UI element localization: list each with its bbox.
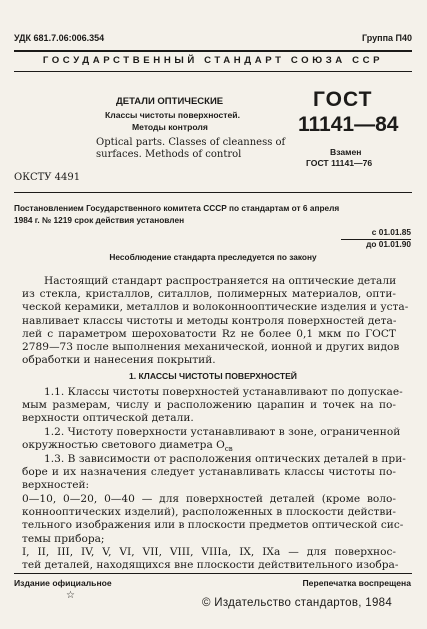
paragraph-text: окружностью светового диаметра О — [22, 439, 225, 452]
paragraph-1-1 — [22, 386, 403, 426]
gost-number: 11141—84 — [298, 113, 399, 136]
intro-line: навливает классы чистоты и методы контроля поверхностей дета- — [22, 314, 397, 327]
decree-line2: 1984 г. № 1219 срок действия установлен — [14, 215, 185, 225]
paragraph-line: 1.3. В зависимости от расположения оптических деталей в при- — [44, 453, 406, 465]
paragraph-line: тей деталей, находящихся вне плоскости действительного изобра- — [22, 559, 399, 572]
footer-rule — [14, 573, 412, 574]
header-rule-bottom — [14, 71, 412, 72]
header-rule-top — [14, 50, 412, 52]
paragraph-line: мым размерам, числу и расположению царапин и точек на по- — [22, 399, 396, 412]
paragraph-line: тельного изображения или в плоскости предметов оптической сис- — [22, 519, 404, 532]
reprint-prohibited-label: Перепечатка воспрещена — [302, 578, 411, 588]
paragraph-line: I, II, III, IV, V, VI, VII, VIII, VIIIa, IX, IXa — для поверхнос- — [22, 546, 396, 558]
paragraph-line: темы прибора; — [22, 532, 105, 545]
title-ru: ДЕТАЛИ ОПТИЧЕСКИЕ — [116, 96, 224, 107]
paragraph-line: верхности оптической детали. — [22, 412, 194, 425]
decree-line1: Постановлением Государственного комитета СССР по стандартам от 6 апреля — [14, 203, 340, 213]
subtitle-ru-line2: Методы контроля — [132, 122, 208, 132]
group-code: Группа П40 — [361, 33, 412, 43]
valid-from: с 01.01.85 — [371, 227, 411, 237]
paragraph-line: боре и их назначения следует устанавливать классы чистоты по- — [22, 466, 396, 479]
subtitle-ru-line1: Классы чистоты поверхностей. — [105, 110, 240, 120]
paragraph-line: 1.1. Классы чистоты поверхностей устанавливают по допускае- — [44, 386, 403, 398]
official-edition-label: Издание официальное — [14, 578, 112, 588]
replaced-value: ГОСТ 11141—76 — [306, 158, 373, 168]
paragraph-1-2 — [22, 426, 401, 457]
paragraph-1-3 — [22, 453, 406, 493]
legal-notice: Несоблюдение стандарта преследуется по закону — [109, 252, 317, 262]
diameter-subscript: св — [224, 445, 233, 454]
intro-line: Настоящий стандарт распространяется на оптические детали — [44, 275, 397, 287]
gost-label: ГОСТ — [313, 88, 373, 111]
section-heading: 1. КЛАССЫ ЧИСТОТЫ ПОВЕРХНОСТЕЙ — [129, 371, 297, 381]
state-standard-banner: ГОСУДАРСТВЕННЫЙ СТАНДАРТ СОЮЗА ССР — [42, 55, 384, 66]
intro-line: лей с параметром шероховатости Rz не более 0,1 мкм по ГОСТ — [22, 327, 396, 340]
okstu-code: ОКСТУ 4491 — [14, 172, 81, 183]
class-list-a — [22, 493, 404, 546]
title-en-line1: Optical parts. Classes of cleanness of — [96, 137, 286, 148]
paragraph-line: 1.2. Чистоту поверхности устанавливают в зоне, ограниченной — [44, 426, 401, 438]
replaced-label: Взамен — [330, 147, 362, 157]
intro-line: 2789—73 после выполнения механической, ионной и других видов — [22, 341, 400, 354]
paragraph-line: конноoптических изделий), расположенных в плоскости действи- — [22, 506, 396, 519]
title-block-rule — [14, 192, 412, 193]
class-list-b — [22, 546, 399, 572]
intro-line: из стекла, кристаллов, ситаллов, полимерных материалов, опти- — [22, 288, 396, 301]
intro-line: обработки и нанесения покрытий. — [22, 354, 216, 367]
title-en-line2: surfaces. Methods of control — [96, 149, 242, 160]
valid-to: до 01.01.90 — [366, 239, 411, 249]
udk-code: УДК 681.7.06:006.354 — [14, 33, 105, 43]
copyright: © Издательство стандартов, 1984 — [202, 597, 393, 609]
intro-paragraph — [22, 275, 409, 367]
star-mark: ☆ — [66, 590, 75, 601]
paragraph-line: верхностей: — [22, 479, 90, 492]
intro-line: ческой керамики, металлов и волоконнооптические изделия и уста- — [22, 301, 409, 314]
paragraph-line: 0—10, 0—20, 0—40 — для поверхностей деталей (кроме воло- — [22, 493, 396, 505]
